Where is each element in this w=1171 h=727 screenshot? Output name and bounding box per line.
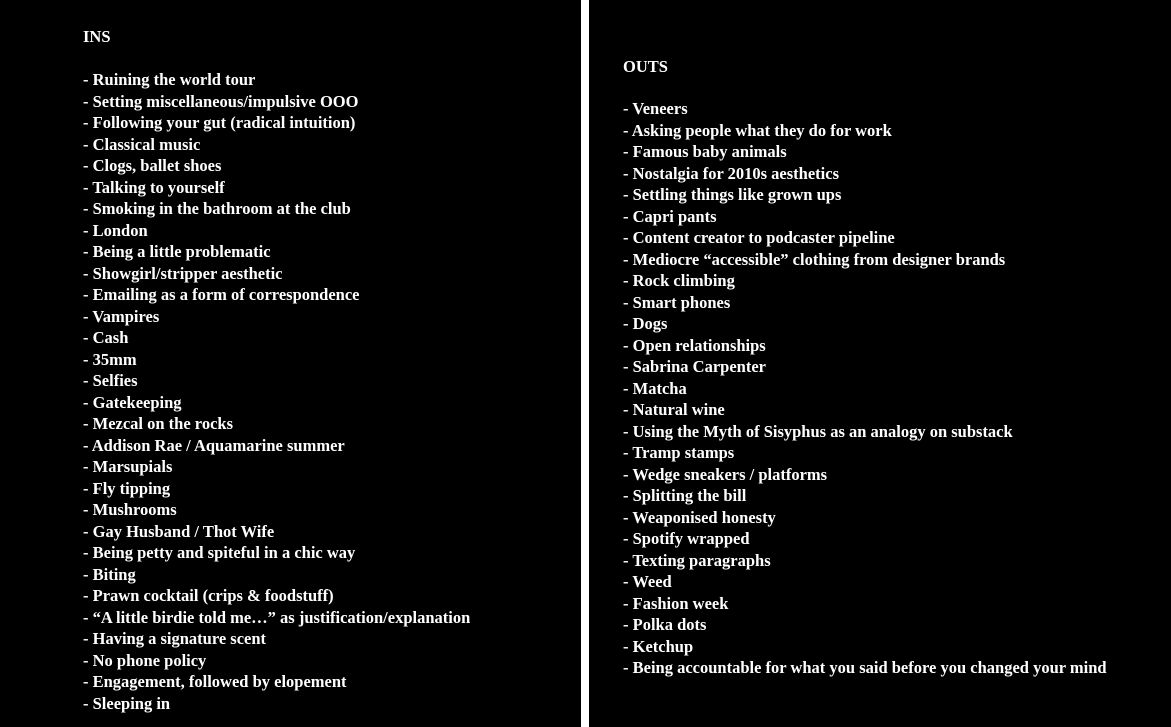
ins-list-item: - Gay Husband / Thot Wife	[83, 521, 275, 541]
ins-list-item: - Cash	[83, 328, 129, 347]
outs-list-item: - Splitting the bill	[623, 486, 747, 505]
ins-list-item: - Being petty and spiteful in a chic way	[83, 543, 356, 562]
ins-list	[83, 69, 470, 714]
outs-list-item: - Content creator to podcaster pipeline	[623, 228, 895, 247]
outs-list-item: - Polka dots	[623, 615, 707, 634]
outs-list-item: - Ketchup	[623, 636, 694, 656]
ins-list-item: - London	[83, 220, 148, 240]
ins-list-item: - Smoking in the bathroom at the club	[83, 199, 351, 218]
outs-heading: OUTS	[623, 57, 668, 76]
outs-panel	[589, 0, 1171, 727]
outs-list-item: - Dogs	[623, 314, 668, 333]
ins-list-item: - Vampires	[83, 306, 160, 326]
outs-list-item: - Spotify wrapped	[623, 529, 750, 548]
ins-list-item: - Fly tipping	[83, 478, 171, 498]
outs-list-item: - Famous baby animals	[623, 142, 787, 161]
outs-list-item: - Wedge sneakers / platforms	[623, 464, 828, 484]
outs-list-item: - Asking people what they do for work	[623, 120, 892, 140]
outs-list-item: - Being accountable for what you said before you changed your mind	[623, 658, 1107, 677]
outs-list-item: - Weed	[623, 572, 672, 591]
outs-list-item: - Sabrina Carpenter	[623, 357, 766, 376]
ins-panel	[0, 0, 581, 727]
ins-list-item: - “A little birdie told me…” as justification/explanation	[83, 607, 471, 627]
ins-list-item: - No phone policy	[83, 650, 207, 670]
outs-list-item: - Natural wine	[623, 400, 725, 419]
ins-list-item: - Talking to yourself	[83, 177, 225, 197]
ins-list-item: - Ruining the world tour	[83, 70, 256, 89]
ins-list-item: - Prawn cocktail (crips & foodstuff)	[83, 586, 334, 605]
outs-list-item: - Fashion week	[623, 593, 729, 613]
ins-list-item: - Having a signature scent	[83, 629, 267, 648]
ins-list-item: - Biting	[83, 564, 136, 584]
ins-list-item: - 35mm	[83, 349, 137, 369]
ins-list-item: - Engagement, followed by elopement	[83, 672, 347, 691]
outs-list-item: - Rock climbing	[623, 271, 735, 290]
outs-list-item: - Matcha	[623, 378, 687, 398]
ins-list-item: - Marsupials	[83, 457, 173, 476]
outs-list-item: - Mediocre “accessible” clothing from designer brands	[623, 249, 1006, 269]
ins-list-item: - Being a little problematic	[83, 242, 271, 261]
ins-list-item: - Following your gut (radical intuition)	[83, 113, 356, 132]
ins-heading: INS	[83, 27, 111, 46]
outs-list-item: - Tramp stamps	[623, 443, 735, 462]
ins-list-item: - Mezcal on the rocks	[83, 414, 233, 433]
outs-list-item: - Smart phones	[623, 292, 731, 312]
ins-list-item: - Addison Rae / Aquamarine summer	[83, 435, 345, 455]
ins-list-item: - Emailing as a form of correspondence	[83, 285, 360, 304]
ins-list-item: - Clogs, ballet shoes	[83, 156, 222, 175]
ins-list-item: - Classical music	[83, 134, 201, 154]
outs-list-item: - Weaponised honesty	[623, 507, 776, 527]
ins-list-item: - Sleeping in	[83, 693, 171, 713]
outs-list-item: - Using the Myth of Sisyphus as an analogy on substack	[623, 421, 1013, 441]
outs-list-item: - Open relationships	[623, 335, 766, 355]
ins-list-item: - Selfies	[83, 371, 138, 390]
outs-list-item: - Settling things like grown ups	[623, 185, 842, 204]
ins-list-item: - Setting miscellaneous/impulsive OOO	[83, 91, 359, 111]
outs-list	[623, 98, 1107, 679]
ins-list-item: - Gatekeeping	[83, 392, 182, 412]
outs-list-item: - Nostalgia for 2010s aesthetics	[623, 163, 839, 183]
outs-list-item: - Veneers	[623, 99, 688, 118]
outs-list-item: - Texting paragraphs	[623, 550, 771, 570]
ins-list-item: - Showgirl/stripper aesthetic	[83, 263, 283, 283]
outs-list-item: - Capri pants	[623, 206, 717, 226]
ins-list-item: - Mushrooms	[83, 500, 177, 519]
